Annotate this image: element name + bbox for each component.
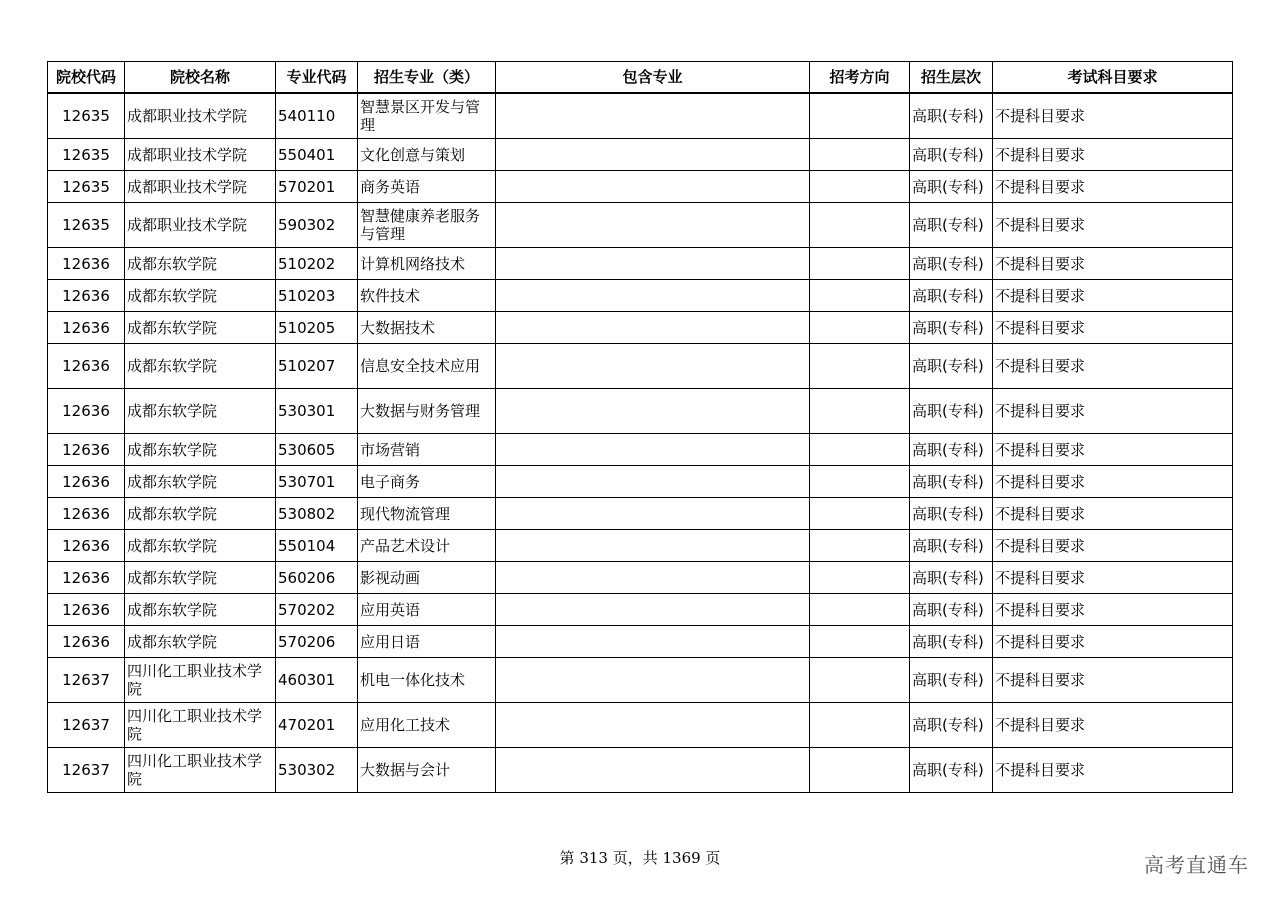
cell-major: 应用日语 [358,626,496,658]
cell-level: 高职(专科) [910,626,993,658]
cell-level: 高职(专科) [910,312,993,344]
table-row [48,203,1233,248]
cell-requirement: 不提科目要求 [993,658,1233,703]
table-row [48,466,1233,498]
table-row [48,658,1233,703]
cell-level: 高职(专科) [910,139,993,171]
cell-requirement: 不提科目要求 [993,703,1233,748]
cell-major: 大数据与会计 [358,748,496,793]
cell-school-code: 12636 [48,312,125,344]
cell-school-name: 成都东软学院 [125,626,276,658]
cell-requirement: 不提科目要求 [993,389,1233,434]
cell-major: 大数据技术 [358,312,496,344]
cell-direction [810,93,910,139]
table-header [48,62,1233,94]
cell-included-majors [496,658,810,703]
cell-school-name: 成都东软学院 [125,466,276,498]
cell-school-code: 12637 [48,658,125,703]
cell-level: 高职(专科) [910,466,993,498]
table-row [48,248,1233,280]
cell-requirement: 不提科目要求 [993,248,1233,280]
cell-direction [810,626,910,658]
cell-major-code: 530701 [276,466,358,498]
header-major: 招生专业（类） [358,62,496,94]
cell-school-code: 12637 [48,748,125,793]
cell-requirement: 不提科目要求 [993,171,1233,203]
cell-requirement: 不提科目要求 [993,498,1233,530]
cell-requirement: 不提科目要求 [993,594,1233,626]
cell-major-code: 540110 [276,93,358,139]
cell-included-majors [496,703,810,748]
cell-requirement: 不提科目要求 [993,139,1233,171]
cell-direction [810,389,910,434]
cell-requirement: 不提科目要求 [993,530,1233,562]
header-requirement: 考试科目要求 [993,62,1233,94]
table-row [48,594,1233,626]
table-row [48,748,1233,793]
cell-major-code: 530301 [276,389,358,434]
cell-school-name: 成都职业技术学院 [125,171,276,203]
table-row [48,171,1233,203]
cell-level: 高职(专科) [910,434,993,466]
table-row [48,93,1233,139]
cell-major-code: 560206 [276,562,358,594]
cell-school-name: 成都东软学院 [125,280,276,312]
cell-school-name: 四川化工职业技术学院 [125,658,276,703]
cell-major-code: 510205 [276,312,358,344]
cell-school-code: 12635 [48,139,125,171]
cell-direction [810,466,910,498]
cell-level: 高职(专科) [910,344,993,389]
cell-level: 高职(专科) [910,248,993,280]
cell-direction [810,434,910,466]
cell-included-majors [496,280,810,312]
cell-direction [810,498,910,530]
cell-school-name: 四川化工职业技术学院 [125,703,276,748]
cell-level: 高职(专科) [910,171,993,203]
cell-major: 智慧景区开发与管理 [358,93,496,139]
cell-included-majors [496,344,810,389]
cell-direction [810,530,910,562]
cell-school-name: 成都职业技术学院 [125,139,276,171]
cell-major-code: 510203 [276,280,358,312]
cell-school-code: 12636 [48,389,125,434]
cell-major-code: 460301 [276,658,358,703]
header-direction: 招考方向 [810,62,910,94]
cell-school-name: 四川化工职业技术学院 [125,748,276,793]
cell-major: 影视动画 [358,562,496,594]
table-row [48,139,1233,171]
cell-included-majors [496,562,810,594]
cell-requirement: 不提科目要求 [993,434,1233,466]
cell-requirement: 不提科目要求 [993,312,1233,344]
cell-level: 高职(专科) [910,530,993,562]
cell-included-majors [496,248,810,280]
cell-school-code: 12636 [48,344,125,389]
cell-school-name: 成都东软学院 [125,530,276,562]
cell-school-code: 12636 [48,498,125,530]
cell-direction [810,139,910,171]
cell-direction [810,171,910,203]
cell-school-name: 成都东软学院 [125,312,276,344]
cell-major-code: 530605 [276,434,358,466]
cell-school-name: 成都职业技术学院 [125,203,276,248]
cell-major: 信息安全技术应用 [358,344,496,389]
cell-major-code: 570206 [276,626,358,658]
cell-level: 高职(专科) [910,93,993,139]
cell-major: 产品艺术设计 [358,530,496,562]
header-level: 招生层次 [910,62,993,94]
table-row [48,312,1233,344]
cell-major: 现代物流管理 [358,498,496,530]
cell-school-name: 成都东软学院 [125,389,276,434]
cell-school-name: 成都东软学院 [125,344,276,389]
cell-included-majors [496,139,810,171]
cell-level: 高职(专科) [910,389,993,434]
cell-level: 高职(专科) [910,498,993,530]
cell-included-majors [496,171,810,203]
cell-school-code: 12636 [48,530,125,562]
cell-requirement: 不提科目要求 [993,562,1233,594]
cell-requirement: 不提科目要求 [993,203,1233,248]
cell-major: 机电一体化技术 [358,658,496,703]
cell-school-code: 12636 [48,466,125,498]
cell-direction [810,280,910,312]
cell-direction [810,748,910,793]
table-row [48,344,1233,389]
cell-included-majors [496,498,810,530]
cell-included-majors [496,389,810,434]
cell-included-majors [496,93,810,139]
cell-direction [810,594,910,626]
cell-school-name: 成都职业技术学院 [125,93,276,139]
cell-school-code: 12636 [48,562,125,594]
cell-direction [810,344,910,389]
cell-level: 高职(专科) [910,594,993,626]
cell-major: 计算机网络技术 [358,248,496,280]
cell-direction [810,203,910,248]
header-major-code: 专业代码 [276,62,358,94]
cell-school-code: 12636 [48,280,125,312]
cell-major-code: 570201 [276,171,358,203]
cell-major: 应用英语 [358,594,496,626]
cell-major-code: 510207 [276,344,358,389]
table-row [48,434,1233,466]
cell-requirement: 不提科目要求 [993,748,1233,793]
cell-included-majors [496,530,810,562]
cell-school-code: 12636 [48,594,125,626]
cell-major: 电子商务 [358,466,496,498]
header-school-name: 院校名称 [125,62,276,94]
cell-included-majors [496,466,810,498]
table-body [48,93,1233,793]
table-row [48,389,1233,434]
table-row [48,703,1233,748]
cell-major: 市场营销 [358,434,496,466]
cell-major-code: 550401 [276,139,358,171]
header-row [48,62,1233,94]
table-row [48,562,1233,594]
cell-direction [810,562,910,594]
admissions-table [47,61,1233,793]
table-row [48,498,1233,530]
cell-level: 高职(专科) [910,203,993,248]
cell-requirement: 不提科目要求 [993,93,1233,139]
cell-school-code: 12637 [48,703,125,748]
cell-school-code: 12636 [48,248,125,280]
cell-included-majors [496,748,810,793]
cell-major-code: 530302 [276,748,358,793]
cell-school-code: 12635 [48,171,125,203]
cell-level: 高职(专科) [910,562,993,594]
cell-direction [810,248,910,280]
cell-school-code: 12636 [48,434,125,466]
cell-school-code: 12635 [48,93,125,139]
cell-school-name: 成都东软学院 [125,594,276,626]
cell-direction [810,312,910,344]
cell-major: 大数据与财务管理 [358,389,496,434]
cell-included-majors [496,203,810,248]
cell-requirement: 不提科目要求 [993,466,1233,498]
cell-major-code: 550104 [276,530,358,562]
table-row [48,280,1233,312]
cell-major-code: 530802 [276,498,358,530]
cell-major-code: 510202 [276,248,358,280]
cell-major: 应用化工技术 [358,703,496,748]
cell-level: 高职(专科) [910,703,993,748]
cell-level: 高职(专科) [910,658,993,703]
cell-major-code: 470201 [276,703,358,748]
cell-major-code: 590302 [276,203,358,248]
cell-included-majors [496,626,810,658]
cell-major: 商务英语 [358,171,496,203]
cell-included-majors [496,312,810,344]
cell-school-code: 12635 [48,203,125,248]
cell-direction [810,658,910,703]
cell-school-code: 12636 [48,626,125,658]
header-school-code: 院校代码 [48,62,125,94]
cell-requirement: 不提科目要求 [993,626,1233,658]
cell-requirement: 不提科目要求 [993,280,1233,312]
cell-major: 软件技术 [358,280,496,312]
table-row [48,530,1233,562]
cell-major-code: 570202 [276,594,358,626]
header-included-majors: 包含专业 [496,62,810,94]
cell-school-name: 成都东软学院 [125,248,276,280]
cell-level: 高职(专科) [910,280,993,312]
page-number: 第 313 页，共 1369 页 [559,849,721,867]
cell-included-majors [496,594,810,626]
cell-major: 文化创意与策划 [358,139,496,171]
cell-major: 智慧健康养老服务与管理 [358,203,496,248]
cell-included-majors [496,434,810,466]
table-row [48,626,1233,658]
cell-school-name: 成都东软学院 [125,434,276,466]
cell-level: 高职(专科) [910,748,993,793]
cell-requirement: 不提科目要求 [993,344,1233,389]
cell-school-name: 成都东软学院 [125,562,276,594]
watermark-text: 高考直通车 [1144,853,1249,877]
cell-direction [810,703,910,748]
cell-school-name: 成都东软学院 [125,498,276,530]
